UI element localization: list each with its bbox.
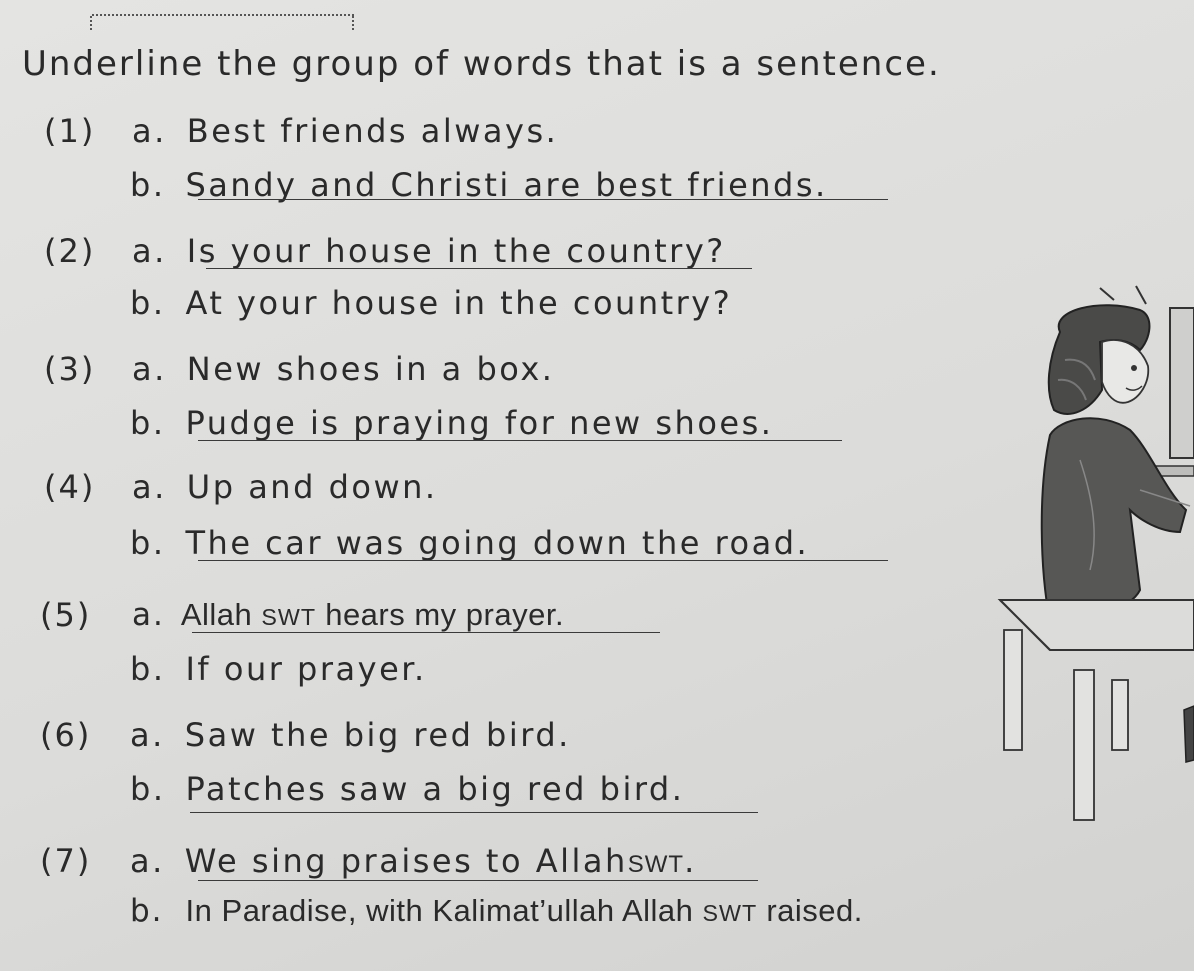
option-text: Pudge is praying for new shoes. <box>185 404 774 442</box>
top-dotted-border <box>92 14 354 16</box>
option-text: If our prayer. <box>185 650 427 688</box>
question-6-option-a <box>130 716 571 754</box>
question-4-option-a <box>132 468 438 506</box>
desk <box>1000 600 1194 820</box>
border-tick-left <box>90 16 94 30</box>
option-text: Is your house in the country? <box>186 232 726 270</box>
option-text: Saw the big red bird. <box>184 716 571 754</box>
option-letter-a: a. <box>132 468 167 506</box>
option-text: The car was going down the road. <box>185 524 810 562</box>
option-text: Up and down. <box>186 468 438 506</box>
swt-honorific: SWT <box>627 851 685 878</box>
question-6-number: (6) <box>40 716 92 754</box>
answer-underline-2 <box>206 268 752 269</box>
swt-honorific: SWT <box>702 900 758 926</box>
option-letter-b: b. <box>130 284 166 322</box>
girl-at-desk-illustration <box>990 270 1194 830</box>
question-2-number: (2) <box>44 232 96 270</box>
question-5-option-b <box>130 650 427 688</box>
answer-underline-6 <box>190 812 758 813</box>
instruction-text: Underline the group of words that is a sentence. <box>22 44 941 84</box>
option-text: Best friends always. <box>186 112 559 150</box>
question-1-number: (1) <box>44 112 96 150</box>
question-3-option-a <box>132 350 554 388</box>
question-5-option-a <box>132 597 564 633</box>
question-7-option-a <box>130 842 697 880</box>
option-letter-a: a. <box>130 842 165 880</box>
option-letter-a: a. <box>132 350 167 388</box>
swt-honorific: SWT <box>261 604 317 630</box>
option-text-suffix: . <box>684 842 697 880</box>
option-text-prefix: We sing praises to Allah <box>184 842 628 880</box>
question-2-option-b <box>130 284 732 322</box>
option-letter-b: b. <box>130 770 166 808</box>
border-tick-right <box>352 16 356 30</box>
option-letter-a: a. <box>130 716 165 754</box>
answer-underline-7 <box>198 880 758 881</box>
question-1-option-a <box>132 112 558 150</box>
answer-underline-4 <box>198 560 888 561</box>
option-letter-a: a. <box>132 597 165 633</box>
option-letter-a: a. <box>132 232 167 270</box>
question-4-option-b <box>130 524 809 562</box>
option-text: Patches saw a big red bird. <box>185 770 685 808</box>
question-4-number: (4) <box>44 468 96 506</box>
answer-underline-5 <box>192 632 660 633</box>
option-letter-b: b. <box>130 524 166 562</box>
option-text: At your house in the country? <box>185 284 733 322</box>
option-letter-b: b. <box>130 404 166 442</box>
option-letter-a: a. <box>132 112 167 150</box>
option-text: New shoes in a box. <box>186 350 555 388</box>
body-sweater <box>1042 418 1190 622</box>
question-5-number: (5) <box>40 596 92 634</box>
option-text-suffix: raised. <box>766 893 863 928</box>
option-letter-b: b. <box>130 166 166 204</box>
option-letter-b: b. <box>130 650 166 688</box>
option-text-prefix: In Paradise, with Kalimat’ullah Allah <box>185 893 694 928</box>
answer-underline-1 <box>198 199 888 200</box>
question-7-option-b <box>130 893 863 929</box>
question-3-number: (3) <box>44 350 96 388</box>
question-2-option-a <box>132 232 726 270</box>
question-6-option-b <box>130 770 684 808</box>
option-text: Sandy and Christi are best friends. <box>185 166 828 204</box>
option-text-suffix: hears my prayer. <box>325 597 565 632</box>
option-letter-b: b. <box>130 893 164 929</box>
answer-underline-3 <box>198 440 842 441</box>
chair-leg <box>1184 706 1194 762</box>
question-3-option-b <box>130 404 773 442</box>
option-text-prefix: Allah <box>180 597 253 632</box>
question-7-number: (7) <box>40 842 92 880</box>
